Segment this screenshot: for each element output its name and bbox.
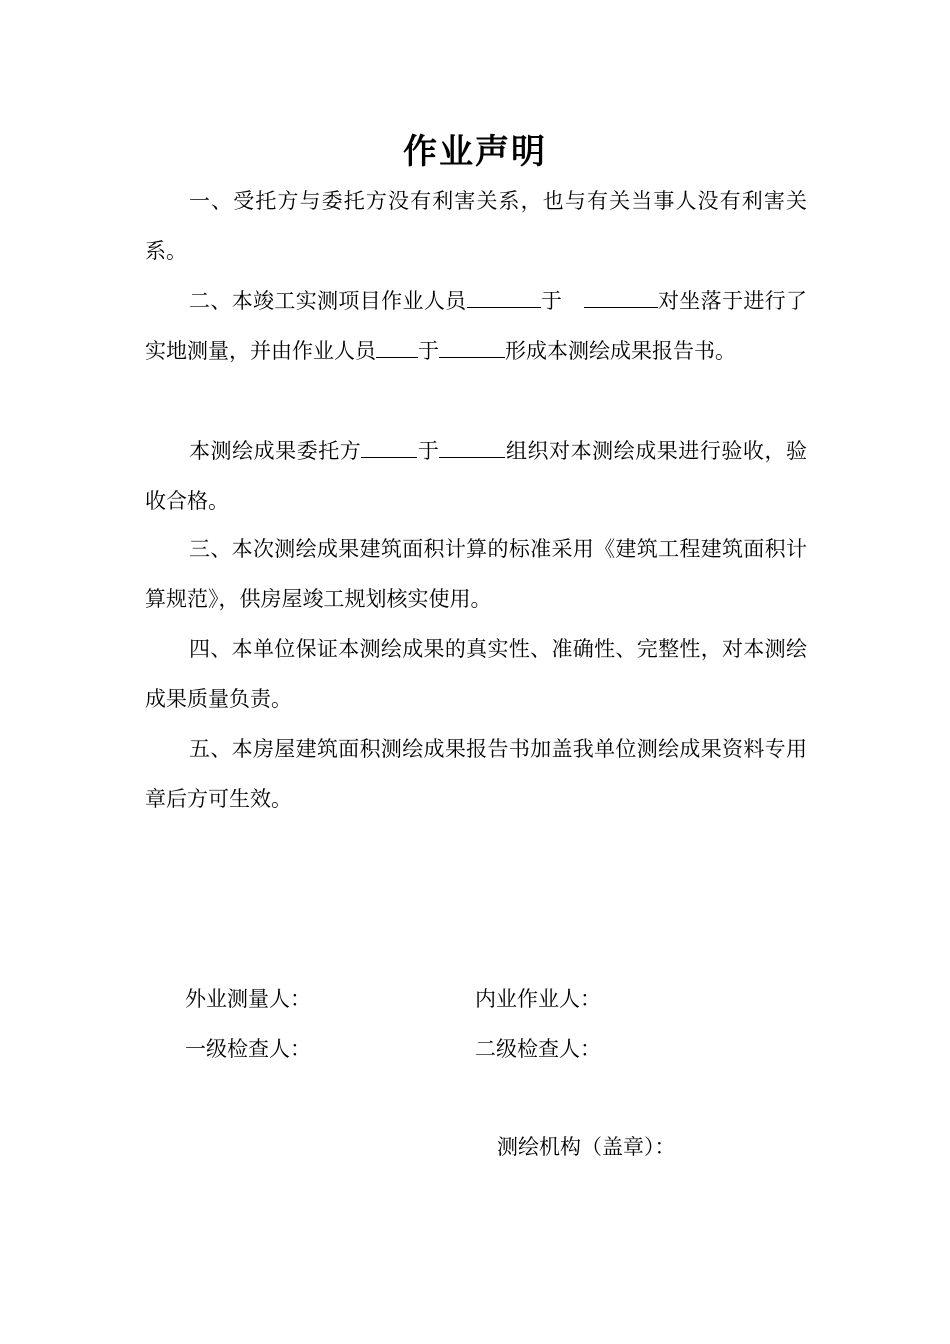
paragraph-text: 二、本竣工实测项目作业人员: [189, 289, 467, 313]
paragraph-survey-personnel: [145, 276, 807, 376]
paragraph-acceptance: [145, 426, 807, 526]
paragraph-text: 五、本房屋建筑面积测绘成果报告书加盖我单位测绘成果资料专用章后方可生效。: [145, 737, 807, 811]
paragraph-quality-guarantee: [145, 624, 807, 724]
blank-field-personnel[interactable]: [467, 289, 541, 308]
signature-agency-seal: 测绘机构（盖章）：: [497, 1135, 676, 1159]
blank-field-survey-date[interactable]: [584, 289, 658, 308]
paragraph-text: 于: [540, 289, 563, 313]
paragraph-seal-validity: [145, 724, 807, 824]
signature-outfield-surveyor: 外业测量人：: [185, 987, 311, 1011]
paragraph-text: 一、受托方与委托方没有利害关系，也与有关当事人没有利害关系。: [145, 189, 807, 263]
paragraph-text: 三、本次测绘成果建筑面积计算的标准采用《建筑工程建筑面积计算规范》，供房屋竣工规划核实使用。: [145, 537, 807, 611]
signature-first-checker: 一级检查人：: [185, 1037, 311, 1061]
blank-field-client[interactable]: [361, 439, 417, 458]
paragraph-area-standard: [145, 524, 807, 624]
blank-field-report-date[interactable]: [439, 339, 505, 358]
paragraph-text: 于: [417, 439, 440, 463]
paragraph-text: 于: [418, 339, 439, 363]
page-title: 作业声明: [403, 132, 547, 172]
signature-second-checker: 二级检查人：: [475, 1037, 601, 1061]
paragraph-no-conflict: [145, 176, 807, 276]
blank-field-report-personnel[interactable]: [376, 339, 418, 358]
paragraph-text: 形成本测绘成果报告书。: [505, 339, 736, 363]
paragraph-text: 四、本单位保证本测绘成果的真实性、准确性、完整性，对本测绘成果质量负责。: [145, 637, 807, 711]
signature-office-worker: 内业作业人：: [475, 987, 601, 1011]
blank-field-acceptance-date[interactable]: [439, 439, 505, 458]
paragraph-text: 组织对本测绘成果进行验收，验收合格。: [145, 439, 808, 513]
paragraph-text: 对坐落于进行了实地测量，并由作业人员: [145, 289, 808, 363]
paragraph-text: 本测绘成果委托方: [189, 439, 362, 463]
